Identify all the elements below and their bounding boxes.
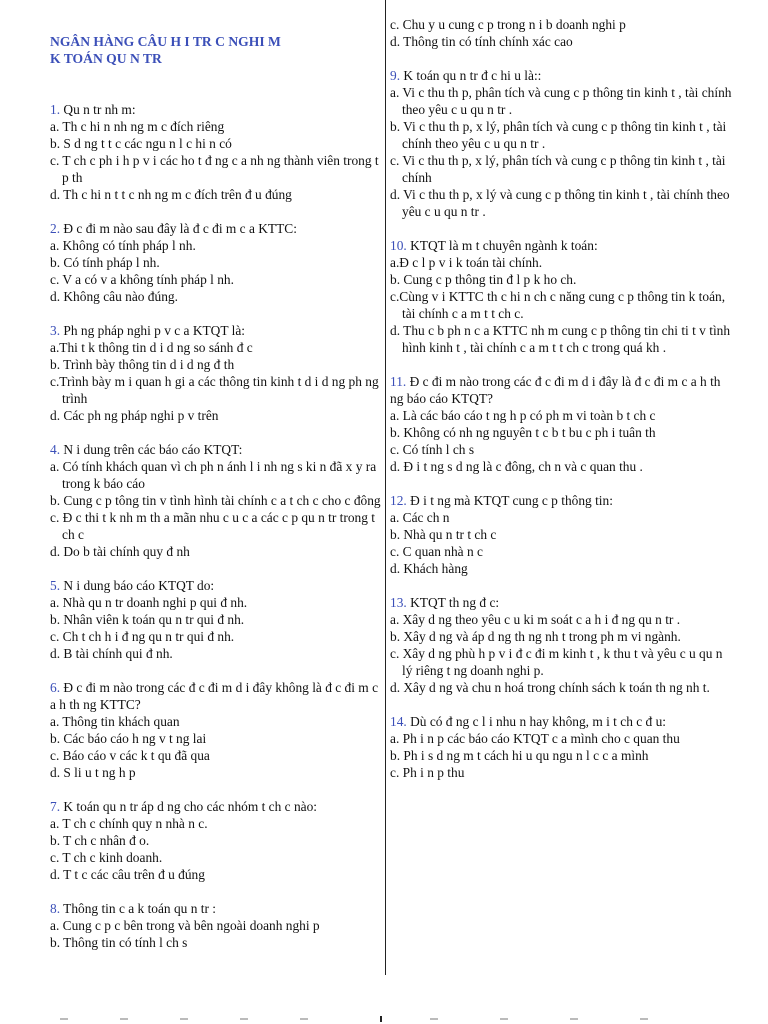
question-block — [50, 900, 382, 951]
answer-option: c. V a có v a không tính pháp l nh. — [50, 272, 234, 287]
answer-option: b. Thông tin có tính l ch s — [50, 935, 188, 950]
question-block — [390, 594, 734, 696]
answer-option: b. Cung c p tông tin v tình hình tài chính c a t ch c cho c đông — [50, 493, 381, 508]
answer-option: c. Đ c thi t k nh m th a mãn nhu c u c a các c p qu n tr trong t ch c — [50, 510, 376, 542]
question-block — [390, 492, 734, 577]
answer-option: c. Chu y u cung c p trong n i b doanh nghi p — [390, 17, 626, 32]
document-title-line-2: K TOÁN QU N TR — [50, 51, 162, 66]
question-block — [50, 679, 382, 781]
question-text — [390, 373, 734, 407]
question-block — [390, 67, 734, 220]
answer-option: b. Ph i s d ng m t cách hi u qu ngu n l c c a mình — [390, 748, 649, 763]
left-column — [50, 16, 382, 968]
question-stem: Thông tin c a k toán qu n tr : — [63, 901, 217, 916]
answer-option: c. Ph i n p thu — [390, 765, 465, 780]
question-stem: Đ c đi m nào sau đây là đ c đi m c a KTTC: — [63, 221, 297, 236]
answer-option: c. Vi c thu th p, x lý, phân tích và cung c p thông tin kinh t , tài chính — [390, 153, 726, 185]
answer-option: d. Vi c thu th p, x lý và cung c p thông tin kinh t , tài chính theo yêu c u qu n tr . — [390, 187, 730, 219]
question-number: 12. — [390, 493, 407, 508]
answer-option: d. T t c các câu trên đ u đúng — [50, 867, 205, 882]
answer-option: a. Xây d ng theo yêu c u ki m soát c a h i đ ng qu n tr . — [390, 612, 681, 627]
question-text — [50, 577, 382, 594]
question-stem: Đ i t ng mà KTQT cung c p thông tin: — [410, 493, 613, 508]
answer-option: d. Th c hi n t t c nh ng m c đích trên đ u đúng — [50, 187, 292, 202]
right-column — [390, 16, 734, 798]
page-bottom-marks — [0, 1016, 768, 1022]
question-text — [390, 237, 734, 254]
question-text — [50, 441, 382, 458]
answer-option: b. T ch c nhân đ o. — [50, 833, 150, 848]
question-text — [50, 900, 382, 917]
answer-option: a. Có tính khách quan vì ch ph n ánh l i nh ng s ki n đã x y ra trong k báo cáo — [50, 459, 377, 491]
answer-option: d. Các ph ng pháp nghi p v trên — [50, 408, 219, 423]
answer-option: a. Ph i n p các báo cáo KTQT c a mình cho c quan thu — [390, 731, 680, 746]
question-stem: Đ c đi m nào trong các đ c đi m d i đây không là đ c đi m c a h th ng KTTC? — [50, 680, 379, 712]
answer-option: a.Thi t k thông tin d i d ng so sánh đ c — [50, 340, 253, 355]
answer-option: c.Cùng v i KTTC th c hi n ch c năng cung c p thông tin k toán, tài chính c a m t t ch c. — [390, 289, 726, 321]
right-question-list — [390, 67, 734, 781]
answer-option: d. Khách hàng — [390, 561, 468, 576]
answer-option: a. Th c hi n nh ng m c đích riêng — [50, 119, 225, 134]
answer-option: d. Thông tin có tính chính xác cao — [390, 34, 573, 49]
question-number: 4. — [50, 442, 61, 457]
answer-option: b. Các báo cáo h ng v t ng lai — [50, 731, 207, 746]
answer-option: a. Vi c thu th p, phân tích và cung c p thông tin kinh t , tài chính theo yêu c u qu n tr . — [390, 85, 732, 117]
question-block — [50, 220, 382, 305]
answer-option: b. Cung c p thông tin đ l p k ho ch. — [390, 272, 577, 287]
question-number: 13. — [390, 595, 407, 610]
question-number: 3. — [50, 323, 61, 338]
answer-option: b. Xây d ng và áp d ng th ng nh t trong ph m vi ngành. — [390, 629, 681, 644]
question-stem: Đ c đi m nào trong các đ c đi m d i đây là đ c đi m c a h th ng báo cáo KTQT? — [390, 374, 721, 406]
question-stem: Dù có đ ng c l i nhu n hay không, m i t ch c đ u: — [410, 714, 666, 729]
answer-option: a. T ch c chính quy n nhà n c. — [50, 816, 208, 831]
question-text — [390, 67, 734, 84]
answer-option: d. B tài chính qui đ nh. — [50, 646, 173, 661]
question-stem: Qu n tr nh m: — [63, 102, 136, 117]
question-text — [390, 492, 734, 509]
question-text — [50, 679, 382, 713]
question-block — [50, 322, 382, 424]
left-question-list — [50, 101, 382, 951]
question-block — [390, 713, 734, 781]
question-number: 9. — [390, 68, 401, 83]
answer-option: c. Xây d ng phù h p v i đ c đi m kinh t , k thu t và yêu c u qu n lý riêng t ng doanh nghi p. — [390, 646, 723, 678]
question-stem: KTQT là m t chuyên ngành k toán: — [410, 238, 598, 253]
question-text — [50, 798, 382, 815]
answer-option: a. Không có tính pháp l nh. — [50, 238, 196, 253]
question-number: 2. — [50, 221, 61, 236]
answer-option: b. Nhân viên k toán qu n tr qui đ nh. — [50, 612, 245, 627]
question-number: 11. — [390, 374, 407, 389]
answer-option: d. Đ i t ng s d ng là c đông, ch n và c quan thu . — [390, 459, 643, 474]
question-text — [390, 713, 734, 730]
question-block — [50, 798, 382, 883]
answer-option: d. Xây d ng và chu n hoá trong chính sách k toán th ng nh t. — [390, 680, 710, 695]
answer-option: a. Là các báo cáo t ng h p có ph m vi toàn b t ch c — [390, 408, 656, 423]
question-number: 1. — [50, 102, 61, 117]
question-block — [50, 441, 382, 560]
question-block — [390, 237, 734, 356]
column-divider — [385, 0, 386, 975]
question-number: 8. — [50, 901, 61, 916]
question-number: 10. — [390, 238, 407, 253]
answer-option: b. Có tính pháp l nh. — [50, 255, 160, 270]
question-text — [390, 594, 734, 611]
answer-option: c. Ch t ch h i đ ng qu n tr qui đ nh. — [50, 629, 235, 644]
answer-option: b. Nhà qu n tr t ch c — [390, 527, 497, 542]
answer-option: c.Trình bày m i quan h gi a các thông tin kinh t d i d ng ph ng trình — [50, 374, 379, 406]
question-number: 7. — [50, 799, 61, 814]
answer-option: d. S li u t ng h p — [50, 765, 136, 780]
question-stem: N i dung trên các báo cáo KTQT: — [63, 442, 243, 457]
answer-option: d. Không câu nào đúng. — [50, 289, 178, 304]
question-block — [50, 101, 382, 203]
answer-option: b. Trình bày thông tin d i d ng đ th — [50, 357, 235, 372]
question-number: 5. — [50, 578, 61, 593]
answer-option: c. T ch c ph i h p v i các ho t đ ng c a nh ng thành viên trong t p th — [50, 153, 379, 185]
question-number: 6. — [50, 680, 61, 695]
answer-option: a. Nhà qu n tr doanh nghi p qui đ nh. — [50, 595, 248, 610]
question-stem: Ph ng pháp nghi p v c a KTQT là: — [63, 323, 246, 338]
answer-option: b. S d ng t t c các ngu n l c hi n có — [50, 136, 232, 151]
question-text — [50, 322, 382, 339]
answer-option: c. C quan nhà n c — [390, 544, 483, 559]
question-block — [390, 373, 734, 475]
answer-option: a.Đ c l p v i k toán tài chính. — [390, 255, 543, 270]
question-text — [50, 101, 382, 118]
question-8-continuation — [390, 16, 734, 50]
answer-option: a. Các ch n — [390, 510, 450, 525]
answer-option: a. Thông tin khách quan — [50, 714, 180, 729]
answer-option: b. Vi c thu th p, x lý, phân tích và cung c p thông tin kinh t , tài chính theo yêu c u qu n tr . — [390, 119, 727, 151]
question-stem: N i dung báo cáo KTQT do: — [63, 578, 215, 593]
question-stem: K toán qu n tr đ c hi u là:: — [403, 68, 542, 83]
question-stem: K toán qu n tr áp d ng cho các nhóm t ch c nào: — [63, 799, 318, 814]
question-text — [50, 220, 382, 237]
answer-option: c. T ch c kinh doanh. — [50, 850, 163, 865]
answer-option: a. Cung c p c bên trong và bên ngoài doanh nghi p — [50, 918, 320, 933]
question-block — [50, 577, 382, 662]
answer-option: c. Báo cáo v các k t qu đã qua — [50, 748, 210, 763]
answer-option: b. Không có nh ng nguyên t c b t bu c ph i tuân th — [390, 425, 656, 440]
answer-option: d. Thu c b ph n c a KTTC nh m cung c p thông tin chi ti t v tình hình kinh t , tài chính c a m t t ch c trong quá kh . — [390, 323, 731, 355]
answer-option: d. Do b tài chính quy đ nh — [50, 544, 190, 559]
document-title-line-1: NGÂN HÀNG CÂU H I TR C NGHI M — [50, 34, 281, 49]
answer-option: c. Có tính l ch s — [390, 442, 475, 457]
question-number: 14. — [390, 714, 407, 729]
question-stem: KTQT th ng đ c: — [410, 595, 500, 610]
